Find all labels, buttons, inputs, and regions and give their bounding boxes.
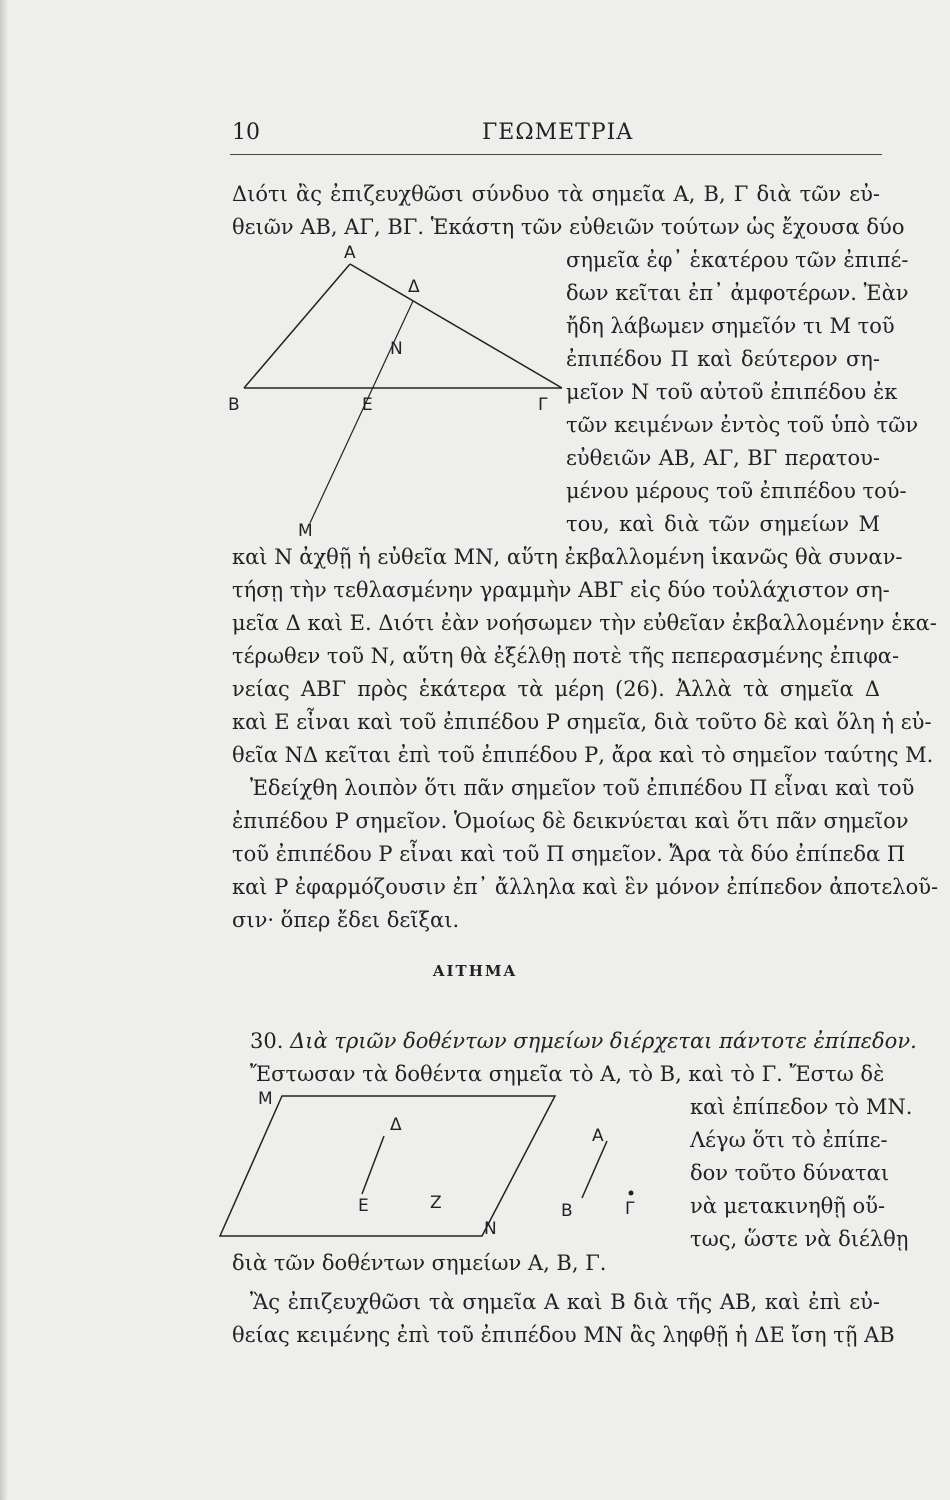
text-line: μεῖον Ν τοῦ αὐτοῦ ἐπιπέδου ἐκ bbox=[566, 380, 898, 404]
label-m: Μ bbox=[258, 1089, 273, 1109]
label-d: Δ bbox=[408, 277, 420, 297]
line-ab bbox=[244, 264, 350, 388]
label-a: Α bbox=[344, 243, 356, 263]
text-line: ἤδη λάβωμεν σημεῖόν τι Μ τοῦ bbox=[566, 314, 895, 338]
segment-de bbox=[362, 1136, 384, 1194]
text-line: ἐπιπέδου Ρ σημεῖον. Ὁμοίως δὲ δεικνύεται καὶ ὅτι πᾶν σημεῖον bbox=[232, 809, 909, 833]
label-z: Ζ bbox=[430, 1193, 442, 1213]
text-line: Διότι ἂς ἐπιζευχθῶσι σύνδυο τὰ σημεῖα Α, Β, Γ διὰ τῶν εὐ- bbox=[232, 182, 880, 206]
text-line: Λέγω ὅτι τὸ ἐπίπε- bbox=[690, 1128, 888, 1152]
postulate-statement: Διὰ τριῶν δοθέντων σημείων διέρχεται πάντοτε ἐπίπεδον. bbox=[290, 1029, 917, 1053]
text-line: τῶν κειμένων ἐντὸς τοῦ ὑπὸ τῶν bbox=[566, 413, 919, 437]
header-rule bbox=[230, 154, 882, 155]
label-d: Δ bbox=[390, 1115, 402, 1135]
text-line: νὰ μετακινηθῇ οὕ- bbox=[690, 1194, 886, 1218]
text-line: καὶ Ρ ἐφαρμόζουσιν ἐπ᾽ ἄλληλα καὶ ἓν μόνον ἐπίπεδον ἀποτελοῦ- bbox=[232, 875, 939, 899]
text-line: ἐπιπέδου Π καὶ δεύτερον ση- bbox=[566, 347, 880, 371]
text-line: καὶ Ν ἀχθῇ ἡ εὐθεῖα ΜΝ, αὕτη ἐκβαλλομένη ἱκανῶς θὰ συναν- bbox=[232, 545, 903, 569]
text-line: διὰ τῶν δοθέντων σημείων Α, Β, Γ. bbox=[232, 1251, 607, 1275]
label-e: Ε bbox=[362, 395, 373, 415]
text-line: τως, ὥστε νὰ διέλθῃ bbox=[690, 1227, 909, 1251]
page-title: ΓΕΩΜΕΤΡΙΑ bbox=[482, 120, 634, 145]
text-line: καὶ Ε εἶναι καὶ τοῦ ἐπιπέδου Ρ σημεῖα, διὰ τοῦτο δὲ καὶ ὅλη ἡ εὐ- bbox=[232, 710, 932, 734]
postulate-number: 30. bbox=[250, 1029, 284, 1053]
text-line: μεῖα Δ καὶ Ε. Διότι ἐὰν νοήσωμεν τὴν εὐθεῖαν ἐκβαλλομένην ἑκα- bbox=[232, 611, 937, 635]
text-line: καὶ ἐπίπεδον τὸ ΜΝ. bbox=[690, 1095, 913, 1119]
text-line: τήσῃ τὴν τεθλασμένην γραμμὴν ΑΒΓ εἰς δύο τοὐλάχιστον ση- bbox=[232, 578, 890, 602]
text-line: νείας ΑΒΓ πρὸς ἑκάτερα τὰ μέρη (26). Ἀλλὰ τὰ σημεῖα Δ bbox=[232, 677, 880, 701]
plane-mn bbox=[220, 1096, 555, 1236]
text-line: τοῦ ἐπιπέδου Ρ εἶναι καὶ τοῦ Π σημεῖον. Ἄρα τὰ δύο ἐπίπεδα Π bbox=[232, 842, 906, 866]
text-line: δον τοῦτο δύναται bbox=[690, 1161, 890, 1185]
text-line: δων κεῖται ἐπ᾽ ἀμφοτέρων. Ἐὰν bbox=[566, 281, 909, 305]
label-n: Ν bbox=[484, 1219, 497, 1239]
text-line: τέρωθεν τοῦ Ν, αὕτη θὰ ἐξέλθῃ ποτὲ τῆς πεπερασμένης ἐπιφα- bbox=[232, 644, 900, 668]
label-g: Γ bbox=[538, 395, 548, 415]
page-number: 10 bbox=[232, 120, 260, 145]
label-a: Α bbox=[592, 1126, 604, 1146]
label-n: Ν bbox=[390, 339, 403, 359]
postulate-line bbox=[250, 1028, 917, 1054]
text-line: θειῶν ΑΒ, ΑΓ, ΒΓ. Ἑκάστη τῶν εὐθειῶν τούτων ὡς ἔχουσα δύο bbox=[232, 215, 905, 239]
label-b: Β bbox=[561, 1201, 573, 1221]
point-g-dot bbox=[629, 1191, 634, 1196]
page-edge-shadow bbox=[0, 0, 8, 1500]
segment-ab bbox=[582, 1141, 607, 1198]
text-line: σημεῖα ἐφ᾽ ἑκατέρου τῶν ἐπιπέ- bbox=[566, 248, 909, 272]
label-g: Γ bbox=[625, 1199, 635, 1219]
text-line: εὐθειῶν ΑΒ, ΑΓ, ΒΓ περατου- bbox=[566, 446, 880, 470]
text-line: του, καὶ διὰ τῶν σημείων Μ bbox=[566, 512, 880, 536]
section-heading: ΑΙΤΗΜΑ bbox=[432, 962, 518, 980]
plane-figure bbox=[212, 1086, 682, 1246]
label-m: Μ bbox=[298, 521, 313, 541]
text-line: σιν· ὅπερ ἔδει δεῖξαι. bbox=[232, 908, 460, 932]
text-line: Ἔστωσαν τὰ δοθέντα σημεῖα τὸ Α, τὸ Β, καὶ τὸ Γ. Ἔστω δὲ bbox=[250, 1062, 885, 1086]
label-b: Β bbox=[228, 395, 240, 415]
text-line: Ἐδείχθη λοιπὸν ὅτι πᾶν σημεῖον τοῦ ἐπιπέδου Π εἶναι καὶ τοῦ bbox=[250, 776, 915, 800]
text-line: θείας κειμένης ἐπὶ τοῦ ἐπιπέδου ΜΝ ἂς ληφθῇ ἡ ΔΕ ἴση τῇ ΑΒ bbox=[232, 1323, 895, 1347]
label-e: Ε bbox=[358, 1196, 369, 1216]
text-line: Ἂς ἐπιζευχθῶσι τὰ σημεῖα Α καὶ Β διὰ τῆς ΑΒ, καὶ ἐπὶ εὐ- bbox=[250, 1290, 880, 1314]
triangle-figure bbox=[222, 240, 572, 550]
text-line: θεῖα ΝΔ κεῖται ἐπὶ τοῦ ἐπιπέδου Ρ, ἄρα καὶ τὸ σημεῖον ταύτης Μ. bbox=[232, 743, 934, 767]
text-line: μένου μέρους τοῦ ἐπιπέδου τού- bbox=[566, 479, 907, 503]
